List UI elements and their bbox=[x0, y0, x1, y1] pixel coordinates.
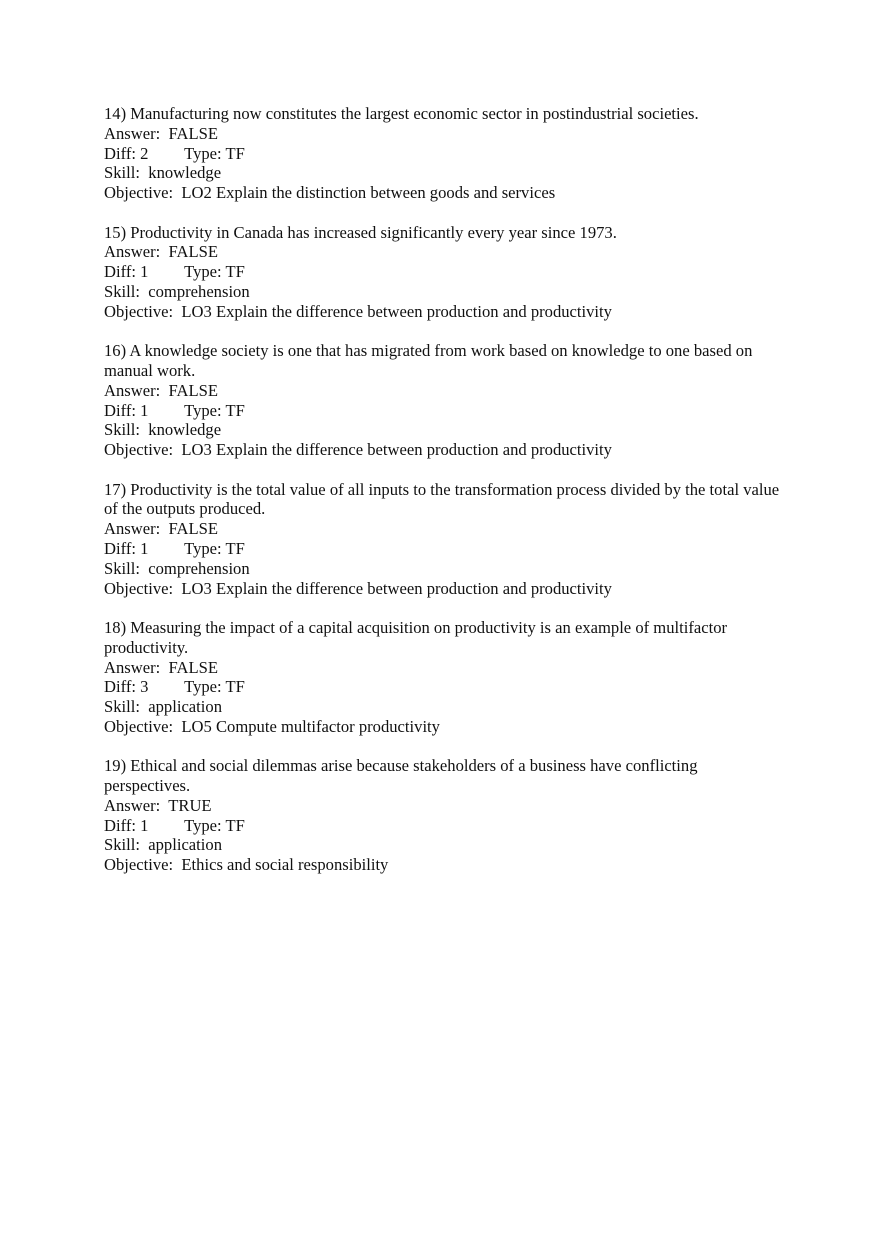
objective-value: LO3 Explain the difference between production and productivity bbox=[181, 440, 612, 460]
skill-value: application bbox=[148, 697, 222, 717]
document-page bbox=[104, 104, 784, 895]
diff-type-line bbox=[104, 401, 784, 421]
answer-line bbox=[104, 658, 784, 678]
diff-value: 1 bbox=[140, 815, 149, 835]
skill-line bbox=[104, 835, 784, 855]
question-14 bbox=[104, 104, 784, 203]
objective-line bbox=[104, 183, 784, 203]
objective-label: Objective: bbox=[104, 440, 182, 460]
skill-value: knowledge bbox=[148, 163, 222, 183]
answer-value: TRUE bbox=[168, 795, 212, 815]
diff-value: 2 bbox=[140, 143, 149, 163]
skill-line bbox=[104, 282, 784, 302]
diff-label: Diff: bbox=[104, 143, 141, 163]
answer-line bbox=[104, 124, 784, 144]
question-text: 15) Productivity in Canada has increased significantly every year since 1973. bbox=[104, 222, 617, 242]
objective-line bbox=[104, 855, 784, 875]
skill-label: Skill: bbox=[104, 558, 149, 578]
answer-label: Answer: bbox=[104, 242, 169, 262]
objective-value: LO2 Explain the distinction between goods and services bbox=[181, 183, 556, 203]
skill-label: Skill: bbox=[104, 163, 149, 183]
question-19 bbox=[104, 756, 784, 875]
diff-type-line bbox=[104, 144, 784, 164]
objective-line bbox=[104, 579, 784, 599]
skill-line bbox=[104, 163, 784, 183]
objective-label: Objective: bbox=[104, 578, 182, 598]
objective-value: Ethics and social responsibility bbox=[181, 855, 389, 875]
type-value: TF bbox=[225, 400, 245, 420]
answer-line bbox=[104, 381, 784, 401]
diff-label: Diff: bbox=[104, 538, 141, 558]
diff-type-line bbox=[104, 539, 784, 559]
skill-label: Skill: bbox=[104, 835, 149, 855]
diff-label: Diff: bbox=[104, 815, 141, 835]
type-value: TF bbox=[225, 143, 245, 163]
answer-label: Answer: bbox=[104, 123, 169, 143]
question-text: 16) A knowledge society is one that has migrated from work based on knowledge to one based on manual work. bbox=[104, 341, 757, 380]
type-value: TF bbox=[225, 538, 245, 558]
answer-line bbox=[104, 519, 784, 539]
skill-line bbox=[104, 420, 784, 440]
objective-label: Objective: bbox=[104, 183, 182, 203]
diff-label: Diff: bbox=[104, 262, 141, 282]
skill-line bbox=[104, 697, 784, 717]
objective-line bbox=[104, 717, 784, 737]
skill-label: Skill: bbox=[104, 281, 149, 301]
skill-value: knowledge bbox=[148, 420, 222, 440]
answer-label: Answer: bbox=[104, 519, 169, 539]
diff-type-line bbox=[104, 816, 784, 836]
answer-label: Answer: bbox=[104, 380, 169, 400]
diff-value: 1 bbox=[140, 262, 149, 282]
answer-value: FALSE bbox=[168, 519, 219, 539]
answer-label: Answer: bbox=[104, 795, 169, 815]
question-text: 17) Productivity is the total value of all inputs to the transformation process divided by the total value of the outputs produced. bbox=[104, 479, 784, 519]
objective-label: Objective: bbox=[104, 301, 182, 321]
diff-type-line bbox=[104, 677, 784, 697]
diff-value: 1 bbox=[140, 538, 149, 558]
answer-line bbox=[104, 796, 784, 816]
objective-label: Objective: bbox=[104, 716, 182, 736]
question-text: 14) Manufacturing now constitutes the largest economic sector in postindustrial societies. bbox=[104, 104, 699, 123]
type-label: Type: bbox=[184, 143, 226, 163]
diff-type-line bbox=[104, 262, 784, 282]
objective-line bbox=[104, 302, 784, 322]
answer-label: Answer: bbox=[104, 657, 169, 677]
skill-value: comprehension bbox=[148, 281, 250, 301]
type-label: Type: bbox=[184, 677, 226, 697]
skill-label: Skill: bbox=[104, 697, 149, 717]
diff-value: 3 bbox=[140, 677, 149, 697]
question-text: 18) Measuring the impact of a capital acquisition on productivity is an example of multifactor productivity. bbox=[104, 617, 732, 657]
skill-line bbox=[104, 559, 784, 579]
type-label: Type: bbox=[184, 400, 226, 420]
diff-label: Diff: bbox=[104, 677, 141, 697]
question-15 bbox=[104, 223, 784, 322]
type-label: Type: bbox=[184, 815, 226, 835]
objective-value: LO3 Explain the difference between production and productivity bbox=[181, 578, 612, 598]
objective-line bbox=[104, 440, 784, 460]
diff-value: 1 bbox=[140, 400, 149, 420]
objective-label: Objective: bbox=[104, 855, 182, 875]
question-text: 19) Ethical and social dilemmas arise because stakeholders of a business have conflicting perspectives. bbox=[104, 756, 702, 796]
type-label: Type: bbox=[184, 538, 226, 558]
type-value: TF bbox=[225, 677, 245, 697]
question-17 bbox=[104, 480, 784, 599]
skill-label: Skill: bbox=[104, 420, 149, 440]
answer-value: FALSE bbox=[168, 242, 219, 262]
objective-value: LO5 Compute multifactor productivity bbox=[181, 716, 440, 736]
skill-value: application bbox=[148, 835, 222, 855]
skill-value: comprehension bbox=[148, 558, 250, 578]
type-label: Type: bbox=[184, 262, 226, 282]
answer-value: FALSE bbox=[168, 123, 219, 143]
type-value: TF bbox=[225, 262, 245, 282]
type-value: TF bbox=[225, 815, 245, 835]
diff-label: Diff: bbox=[104, 400, 141, 420]
answer-value: FALSE bbox=[168, 380, 219, 400]
answer-line bbox=[104, 242, 784, 262]
question-16 bbox=[104, 341, 784, 460]
question-18 bbox=[104, 618, 784, 737]
answer-value: FALSE bbox=[168, 657, 219, 677]
objective-value: LO3 Explain the difference between production and productivity bbox=[181, 301, 612, 321]
